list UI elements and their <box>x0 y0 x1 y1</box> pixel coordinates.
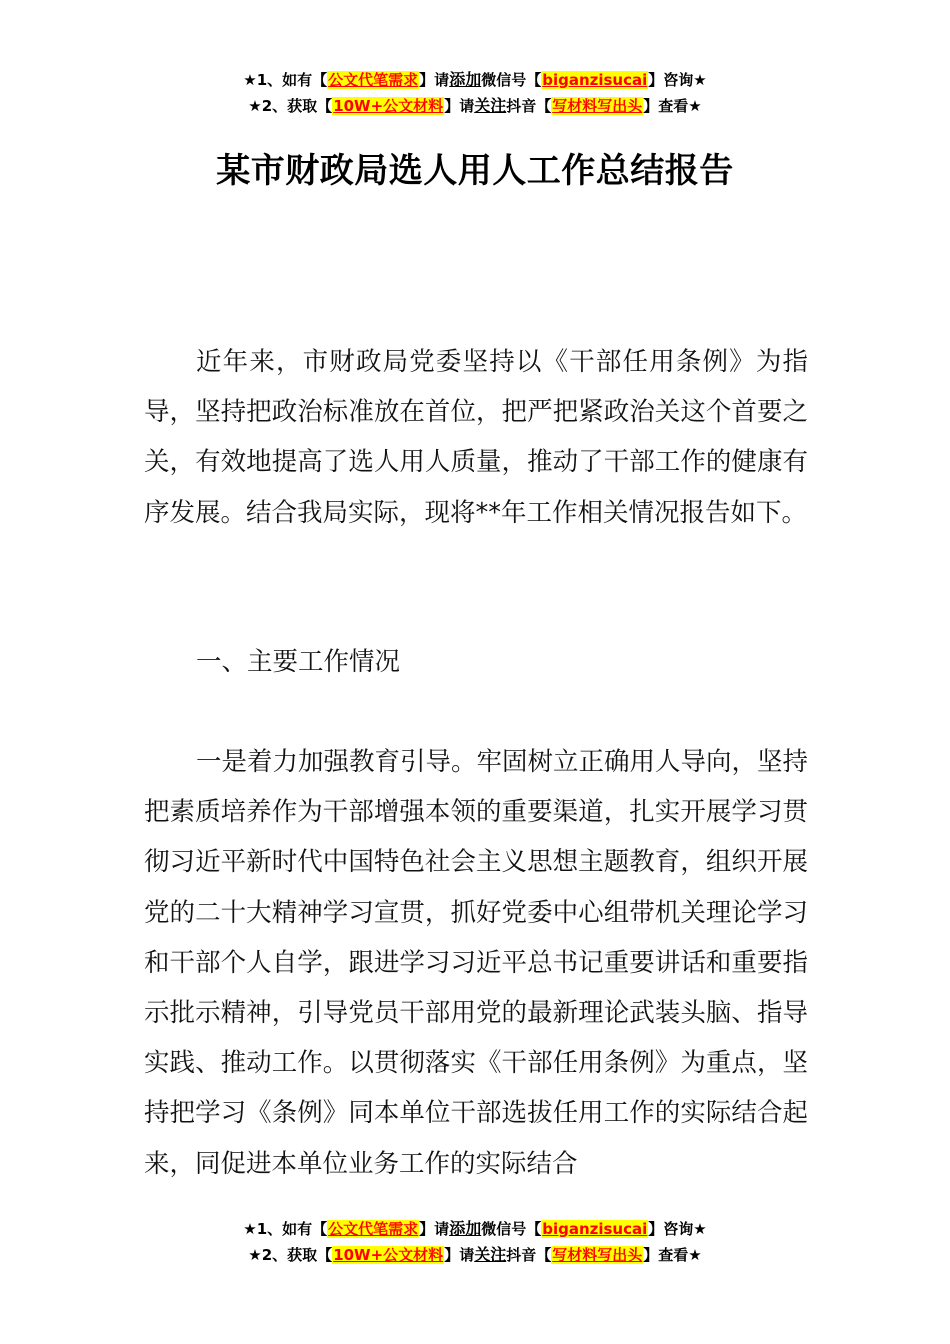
banner-line-2: ★2、获取【10W+公文材料】请关注抖音【写材料写出头】查看★ <box>248 96 702 115</box>
header-banner <box>0 67 950 119</box>
douyin-highlight: 写材料写出头 <box>552 97 643 115</box>
service-highlight: 公文代笔需求 <box>328 1220 419 1238</box>
banner-line-1: ★1、如有【公文代笔需求】请添加微信号【biganzisucai】咨询★ <box>243 70 707 89</box>
add-emphasis: 添加 <box>449 1219 482 1238</box>
wechat-id-highlight: biganzisucai <box>542 1220 648 1238</box>
document-body-section-1 <box>144 737 808 1189</box>
section-heading-main-work: 一、主要工作情况 <box>196 647 401 677</box>
materials-highlight: 10W+公文材料 <box>333 1246 444 1264</box>
follow-emphasis: 关注 <box>474 96 507 115</box>
follow-emphasis: 关注 <box>474 1245 507 1264</box>
banner-line-2: ★2、获取【10W+公文材料】请关注抖音【写材料写出头】查看★ <box>248 1245 702 1264</box>
douyin-highlight: 写材料写出头 <box>552 1246 643 1264</box>
paragraph-education-guidance: 一是着力加强教育引导。牢固树立正确用人导向，坚持把素质培养作为干部增强本领的重要渠道，扎实开展学习贯彻习近平新时代中国特色社会主义思想主题教育，组织开展党的二十大精神学习宣贯，抓好党委中心组带机关理论学习和干部个人自学，跟进学习习近平总书记重要讲话和重要指示批示精神，引导党员干部用党的最新理论武装头脑、指导实践、推动工作。以贯彻落实《干部任用条例》为重点，坚持把学习《条例》同本单位干部选拔任用工作的实际结合起来，同促进本单位业务工作的实际结合 <box>144 747 809 1179</box>
footer-banner <box>0 1216 950 1268</box>
wechat-id-highlight: biganzisucai <box>542 71 648 89</box>
document-title: 某市财政局选人用人工作总结报告 <box>216 151 734 191</box>
service-highlight: 公文代笔需求 <box>328 71 419 89</box>
document-section-heading <box>144 637 808 687</box>
materials-highlight: 10W+公文材料 <box>333 97 444 115</box>
paragraph-intro: 近年来，市财政局党委坚持以《干部任用条例》为指导，坚持把政治标准放在首位，把严把紧政治关这个首要之关，有效地提高了选人用人质量，推动了干部工作的健康有序发展。结合我局实际，现将**年工作相关情况报告如下。 <box>144 347 808 528</box>
add-emphasis: 添加 <box>449 70 482 89</box>
banner-line-1: ★1、如有【公文代笔需求】请添加微信号【biganzisucai】咨询★ <box>243 1219 707 1238</box>
document-body-intro <box>144 337 808 538</box>
